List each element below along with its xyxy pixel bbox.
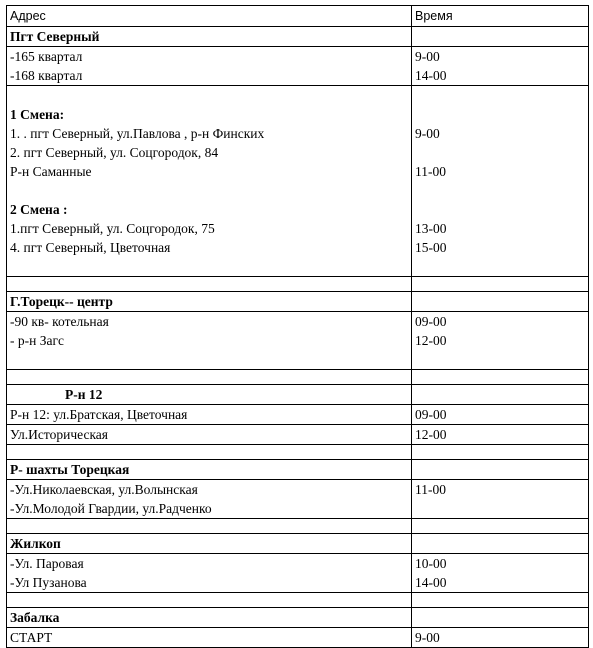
- spacer-row: [7, 593, 589, 608]
- address-line: - р-н Загс: [10, 333, 64, 348]
- spacer-row: [7, 277, 589, 292]
- time-cell: [412, 554, 589, 593]
- section-title-row: [7, 534, 589, 554]
- section-title-row: [7, 460, 589, 480]
- address-line: -Ул.Николаевская, ул.Волынская: [10, 482, 198, 497]
- time-cell: [412, 86, 589, 277]
- address-cell: Ул.Историческая: [7, 425, 412, 445]
- time-line: 11-00: [415, 482, 446, 497]
- time-cell: [412, 312, 589, 370]
- time-line: 11-00: [415, 164, 446, 179]
- section-title-row: [7, 608, 589, 628]
- address-cell: [7, 554, 412, 593]
- time-line: 14-00: [415, 575, 447, 590]
- address-cell: СТАРТ: [7, 628, 412, 648]
- address-header: Адрес: [7, 6, 412, 27]
- address-cell: Р-н 12: ул.Братская, Цветочная: [7, 405, 412, 425]
- time-line: 13-00: [415, 221, 447, 236]
- address-line: 4. пгт Северный, Цветочная: [10, 240, 171, 255]
- section-body-row: [7, 480, 589, 519]
- spacer-row: [7, 445, 589, 460]
- time-cell: 9-00: [412, 628, 589, 648]
- shifts-row: [7, 86, 589, 277]
- time-cell: 12-00: [412, 425, 589, 445]
- section-title: Жилкоп: [7, 534, 412, 554]
- address-line: -Ул. Паровая: [10, 556, 84, 571]
- time-line: 15-00: [415, 240, 447, 255]
- address-line: -Ул.Молодой Гвардии, ул.Радченко: [10, 501, 212, 516]
- address-line: Р-н Саманные: [10, 164, 92, 179]
- schedule-table: [6, 5, 589, 648]
- time-line: [415, 143, 588, 162]
- section-title-row: [7, 385, 589, 405]
- time-header: Время: [412, 6, 589, 27]
- spacer-row: [7, 370, 589, 385]
- section-title: Пгт Северный: [7, 27, 412, 47]
- address-line: -90 кв- котельная: [10, 314, 109, 329]
- shift-title: 1 Смена:: [10, 107, 65, 122]
- shift-title: 2 Смена :: [10, 202, 68, 217]
- address-cell: [7, 47, 412, 86]
- time-line: 10-00: [415, 556, 447, 571]
- section-title-row: [7, 27, 589, 47]
- time-cell: [412, 47, 589, 86]
- address-line: -165 квартал: [10, 49, 83, 64]
- time-line: 12-00: [415, 333, 447, 348]
- section-body-row: [7, 312, 589, 370]
- address-line: -Ул Пузанова: [10, 575, 87, 590]
- section-body-row: [7, 554, 589, 593]
- header-row: [7, 6, 589, 27]
- time-cell: 09-00: [412, 405, 589, 425]
- time-line: 9-00: [415, 49, 440, 64]
- section-title-row: [7, 292, 589, 312]
- address-cell: [7, 480, 412, 519]
- section-body-row: [7, 47, 589, 86]
- table-row: [7, 425, 589, 445]
- section-title: Г.Торецк-- центр: [7, 292, 412, 312]
- time-line: 09-00: [415, 314, 447, 329]
- address-line: -168 квартал: [10, 68, 83, 83]
- section-title: Р-н 12: [7, 385, 412, 405]
- spacer-row: [7, 519, 589, 534]
- time-line: 9-00: [415, 126, 440, 141]
- address-line: 1. . пгт Северный, ул.Павлова , р-н Финских: [10, 126, 265, 141]
- section-title: Р- шахты Торецкая: [7, 460, 412, 480]
- time-cell: [412, 480, 589, 519]
- address-cell: [7, 312, 412, 370]
- table-row: [7, 405, 589, 425]
- section-title: Забалка: [7, 608, 412, 628]
- address-line: 2. пгт Северный, ул. Соцгородок, 84: [10, 145, 219, 160]
- address-line: 1.пгт Северный, ул. Соцгородок, 75: [10, 221, 215, 236]
- time-line: 14-00: [415, 68, 447, 83]
- address-cell: [7, 86, 412, 277]
